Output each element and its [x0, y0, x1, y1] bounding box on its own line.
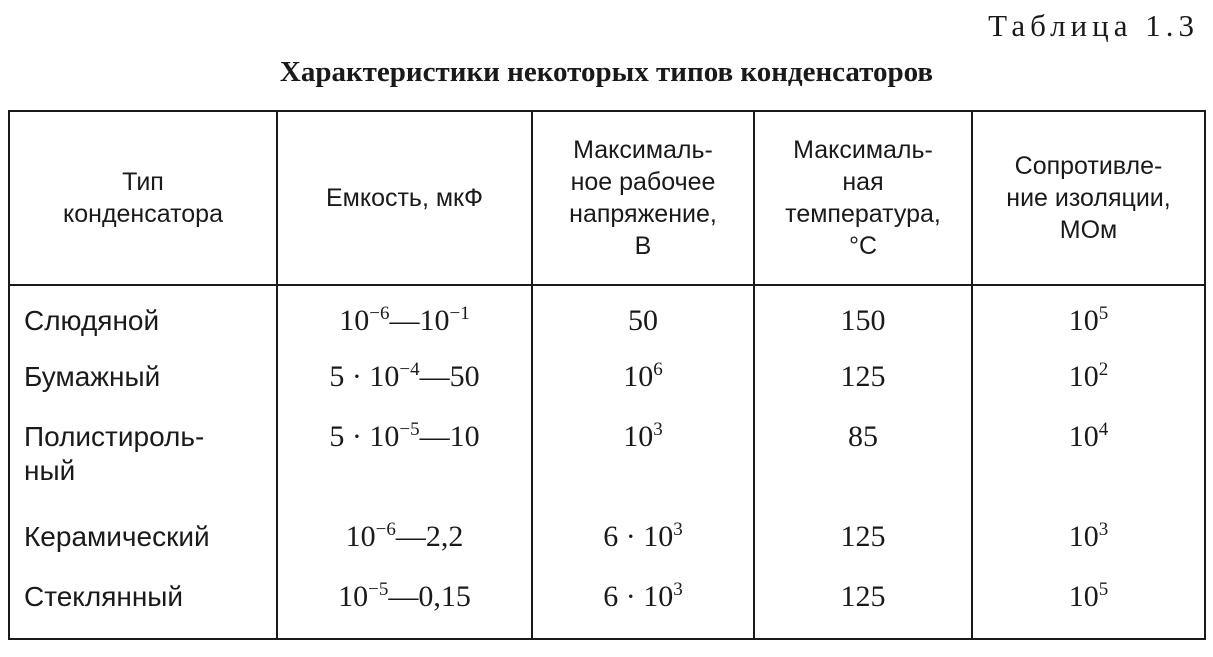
table-row: [9, 285, 1205, 360]
cell-capacitance: $10^{-6}—2,2$: [277, 520, 532, 580]
cell-voltage: $10^3$: [532, 420, 754, 520]
table-row: [9, 520, 1205, 580]
table-row: [9, 420, 1205, 520]
cell-temperature: 125: [754, 360, 972, 420]
cell-temperature: 85: [754, 420, 972, 520]
cell-type: Бумажный: [9, 360, 277, 420]
cell-capacitance: $10^{-6}—10^{-1}$: [277, 285, 532, 360]
header-row: [9, 111, 1205, 285]
cell-voltage: $6 \cdot 10^3$: [532, 580, 754, 639]
header-resistance: Сопротивле- ние изоляции, МОм: [972, 111, 1205, 285]
cell-temperature: 125: [754, 580, 972, 639]
cell-resistance: $10^4$: [972, 420, 1205, 520]
cell-voltage: $10^6$: [532, 360, 754, 420]
cell-capacitance: $5 \cdot 10^{-5}—10$: [277, 420, 532, 520]
cell-resistance: $10^5$: [972, 580, 1205, 639]
cell-capacitance: $10^{-5}—0,15$: [277, 580, 532, 639]
table-number: Таблица 1.3: [988, 8, 1199, 43]
table-row: [9, 580, 1205, 639]
cell-type: Слюдяной: [9, 285, 277, 360]
table-row: [9, 360, 1205, 420]
capacitor-table: [8, 110, 1206, 640]
cell-voltage: 50: [532, 285, 754, 360]
cell-resistance: $10^3$: [972, 520, 1205, 580]
cell-type: Керамический: [9, 520, 277, 580]
header-voltage: Максималь- ное рабочее напряжение, В: [532, 111, 754, 285]
cell-temperature: 150: [754, 285, 972, 360]
cell-voltage: $6 \cdot 10^3$: [532, 520, 754, 580]
cell-resistance: $10^5$: [972, 285, 1205, 360]
cell-type: Полистироль- ный: [9, 420, 277, 520]
cell-temperature: 125: [754, 520, 972, 580]
cell-capacitance: $5 \cdot 10^{-4}—50$: [277, 360, 532, 420]
header-capacitance: Емкость, мкФ: [277, 111, 532, 285]
header-type: Тип конденсатора: [9, 111, 277, 285]
header-temperature: Максималь- ная температура, °С: [754, 111, 972, 285]
table-title: Характеристики некоторых типов конденсаторов: [279, 56, 934, 88]
cell-resistance: $10^2$: [972, 360, 1205, 420]
cell-type: Стеклянный: [9, 580, 277, 639]
